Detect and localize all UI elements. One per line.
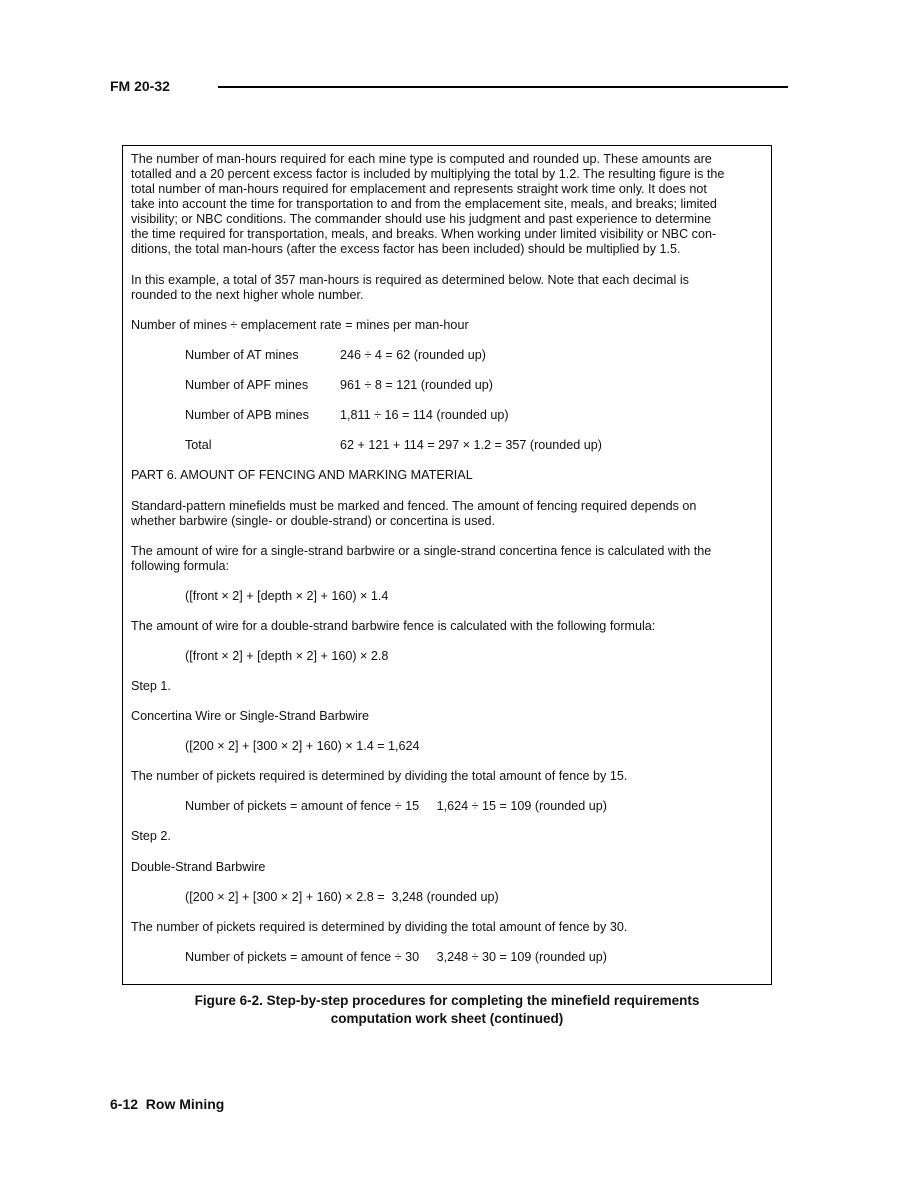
caption-line-1: Figure 6-2. Step-by-step procedures for completing the minefield requirements bbox=[194, 993, 700, 1008]
intro-line: the time required for transportation, meals, and breaks. When working under limited visibility or NBC con- bbox=[131, 227, 717, 241]
intro-line: The number of man-hours required for each mine type is computed and rounded up. These amounts are bbox=[131, 152, 712, 166]
formula-double: ([front × 2] + [depth × 2] + 160) × 2.8 bbox=[185, 649, 389, 663]
mine-row-label: Number of APF mines bbox=[185, 378, 309, 392]
mine-row-value: 1,811 ÷ 16 = 114 (rounded up) bbox=[340, 408, 509, 422]
formula-single: ([front × 2] + [depth × 2] + 160) × 1.4 bbox=[185, 589, 389, 603]
part6-p2-line: following formula: bbox=[131, 559, 229, 573]
part6-p2-line: The amount of wire for a single-strand barbwire or a single-strand concertina fence is calculated with the bbox=[131, 544, 712, 558]
intro-line: totalled and a 20 percent excess factor is included by multiplying the total by 1.2. The resulting figure is the bbox=[131, 167, 725, 181]
step1-calc: ([200 × 2] + [300 × 2] + 160) × 1.4 = 1,624 bbox=[185, 739, 420, 753]
example-line: rounded to the next higher whole number. bbox=[131, 288, 364, 302]
figure-caption bbox=[122, 992, 772, 1028]
page-footer: 6-12 Row Mining bbox=[110, 1096, 225, 1112]
step2-label: Step 2. bbox=[131, 829, 171, 843]
part6-heading: PART 6. AMOUNT OF FENCING AND MARKING MATERIAL bbox=[131, 468, 473, 482]
step1-label: Step 1. bbox=[131, 679, 171, 693]
step1-pickets-calc: Number of pickets = amount of fence ÷ 15 1,624 ÷ 15 = 109 (rounded up) bbox=[185, 799, 607, 813]
mine-row-label: Number of APB mines bbox=[185, 408, 309, 422]
step2-pickets-calc: Number of pickets = amount of fence ÷ 30 3,248 ÷ 30 = 109 (rounded up) bbox=[185, 950, 607, 964]
mine-row-value: 62 + 121 + 114 = 297 × 1.2 = 357 (rounded up) bbox=[340, 438, 603, 452]
part6-p1-line: Standard-pattern minefields must be marked and fenced. The amount of fencing required depends on bbox=[131, 499, 697, 513]
mine-row-label: Number of AT mines bbox=[185, 348, 299, 362]
mine-row-label: Total bbox=[185, 438, 212, 452]
step2-title: Double-Strand Barbwire bbox=[131, 860, 266, 874]
intro-line: take into account the time for transportation to and from the emplacement site, meals, and breaks; limited bbox=[131, 197, 717, 211]
page-header-code: FM 20-32 bbox=[110, 78, 170, 94]
step2-calc: ([200 × 2] + [300 × 2] + 160) × 2.8 = 3,248 (rounded up) bbox=[185, 890, 499, 904]
step1-pickets-text: The number of pickets required is determined by dividing the total amount of fence by 15. bbox=[131, 769, 628, 783]
header-rule bbox=[218, 86, 788, 88]
part6-p3: The amount of wire for a double-strand barbwire fence is calculated with the following formula: bbox=[131, 619, 656, 633]
intro-line: visibility; or NBC conditions. The commander should use his judgment and past experience to determine bbox=[131, 212, 712, 226]
intro-line: ditions, the total man-hours (after the excess factor has been included) should be multiplied by 1.5. bbox=[131, 242, 681, 256]
step1-title: Concertina Wire or Single-Strand Barbwire bbox=[131, 709, 369, 723]
part6-p1-line: whether barbwire (single- or double-strand) or concertina is used. bbox=[131, 514, 495, 528]
caption-line-2: computation work sheet (continued) bbox=[330, 1011, 564, 1026]
intro-line: total number of man-hours required for emplacement and represents straight work time only. It does not bbox=[131, 182, 707, 196]
mine-row-value: 246 ÷ 4 = 62 (rounded up) bbox=[340, 348, 486, 362]
mines-formula: Number of mines ÷ emplacement rate = mines per man-hour bbox=[131, 318, 469, 332]
step2-pickets-text: The number of pickets required is determined by dividing the total amount of fence by 30. bbox=[131, 920, 628, 934]
mine-row-value: 961 ÷ 8 = 121 (rounded up) bbox=[340, 378, 493, 392]
example-line: In this example, a total of 357 man-hours is required as determined below. Note that each decimal is bbox=[131, 273, 689, 287]
